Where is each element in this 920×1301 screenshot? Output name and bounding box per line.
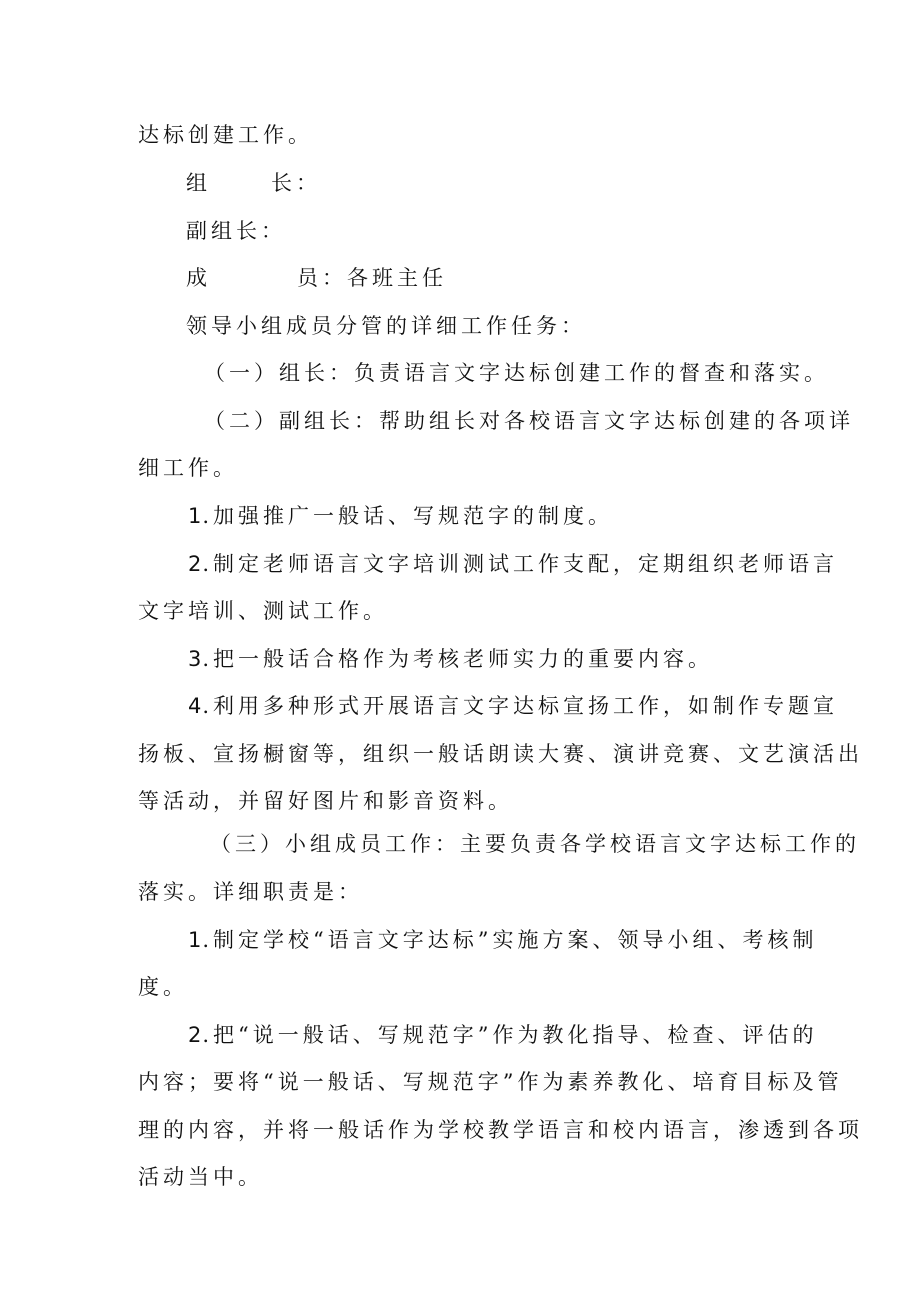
text: .制定学校“语言文字达标”实施方案、领导小组、考核制 bbox=[202, 928, 818, 952]
list-item bbox=[188, 501, 613, 531]
text: 组 bbox=[186, 171, 211, 195]
text-line bbox=[138, 596, 388, 626]
text: 细工作。 bbox=[138, 456, 238, 480]
text-line bbox=[138, 1067, 842, 1097]
text: 等活动，并留好图片和影音资料。 bbox=[138, 789, 513, 813]
text-line bbox=[138, 972, 188, 1002]
text-line bbox=[138, 453, 238, 483]
text-line bbox=[204, 358, 829, 388]
item-number: 2 bbox=[188, 1023, 203, 1047]
text: 理的内容，并将一般话作为学校教学语言和校内语言，渗透到各项 bbox=[138, 1118, 863, 1142]
list-item bbox=[188, 691, 838, 721]
text: .把一般话合格作为考核老师实力的重要内容。 bbox=[202, 647, 714, 671]
leader-line bbox=[186, 168, 321, 198]
text: 活动当中。 bbox=[138, 1165, 263, 1189]
text: 领导小组成员分管的详细工作任务： bbox=[186, 314, 586, 338]
text: .利用多种形式开展语言文字达标宣扬工作，如制作专题宣 bbox=[202, 694, 839, 718]
list-item bbox=[188, 925, 818, 955]
text: （三）小组成员工作：主要负责各学校语言文字达标工作的 bbox=[210, 832, 860, 856]
text: 达标创建工作。 bbox=[138, 123, 313, 147]
list-item bbox=[188, 644, 713, 674]
list-item bbox=[188, 1020, 818, 1050]
text-line bbox=[186, 311, 586, 341]
text: （二）副组长：帮助组长对各校语言文字达标创建的各项详 bbox=[204, 409, 854, 433]
text: 内容；要将“说一般话、写规范字”作为素养教化、培育目标及管 bbox=[138, 1070, 843, 1094]
item-number: 1 bbox=[188, 928, 203, 952]
item-number: 3 bbox=[188, 647, 203, 671]
text-line bbox=[138, 1162, 263, 1192]
text: 文字培训、测试工作。 bbox=[138, 599, 388, 623]
item-number: 4 bbox=[188, 694, 203, 718]
text: 员：各班主任 bbox=[297, 266, 447, 290]
text: （一）组长：负责语言文字达标创建工作的督查和落实。 bbox=[204, 361, 829, 385]
text: 落实。详细职责是： bbox=[138, 880, 363, 904]
text-line bbox=[138, 877, 363, 907]
item-number: 2 bbox=[188, 552, 203, 576]
text: .加强推广一般话、写规范字的制度。 bbox=[202, 504, 614, 528]
text-line bbox=[204, 406, 854, 436]
members-line bbox=[186, 263, 447, 293]
text: 扬板、宣扬橱窗等，组织一般话朗读大赛、演讲竞赛、文艺演活出 bbox=[138, 742, 863, 766]
text: 度。 bbox=[138, 975, 188, 999]
text: 副组长： bbox=[186, 219, 286, 243]
text: 长： bbox=[271, 171, 321, 195]
text: .把“说一般话、写规范字”作为教化指导、检查、评估的 bbox=[202, 1023, 818, 1047]
text: 成 bbox=[186, 266, 211, 290]
text-line bbox=[138, 739, 863, 769]
text-line bbox=[210, 829, 860, 859]
text: .制定老师语言文字培训测试工作支配，定期组织老师语言 bbox=[202, 552, 839, 576]
deputy-leader-line bbox=[186, 216, 286, 246]
list-item bbox=[188, 549, 838, 579]
text-line bbox=[138, 786, 513, 816]
item-number: 1 bbox=[188, 504, 203, 528]
text-line bbox=[138, 1115, 863, 1145]
text-line bbox=[138, 120, 313, 150]
